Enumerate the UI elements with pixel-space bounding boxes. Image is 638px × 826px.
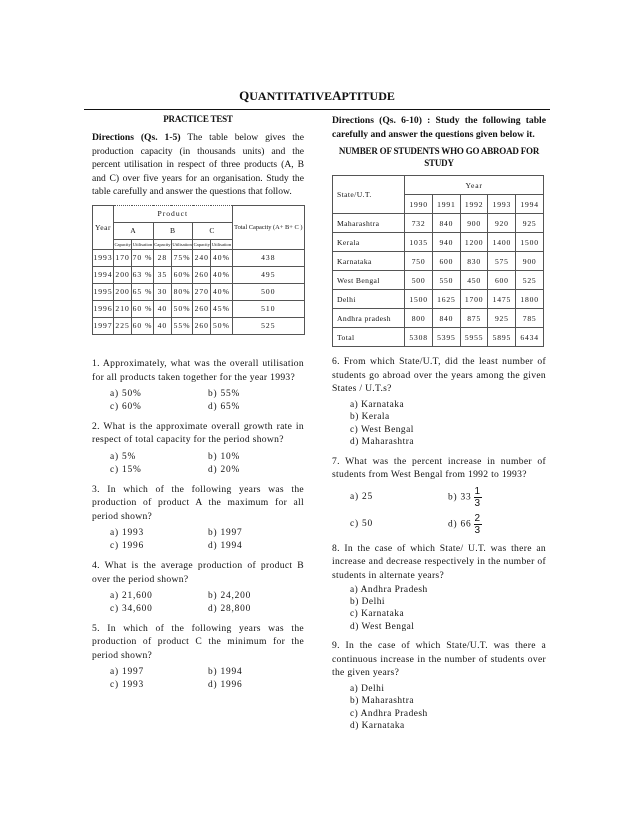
- option[interactable]: c) 1996: [110, 541, 144, 552]
- option[interactable]: c) Andhra Pradesh: [350, 708, 428, 719]
- product-header: Product: [114, 205, 233, 222]
- option[interactable]: d) 28,800: [208, 603, 252, 614]
- table-cell: 840: [432, 214, 460, 233]
- table-cell: 270: [193, 283, 211, 300]
- year-cell: 1991: [432, 195, 460, 214]
- table-cell: 1700: [460, 290, 488, 309]
- table-cell: 40%: [211, 249, 232, 266]
- table-cell: 80%: [171, 283, 192, 300]
- year-header: Year: [93, 205, 114, 249]
- table-cell: 500: [405, 271, 433, 290]
- table-cell: 75%: [171, 249, 192, 266]
- table-cell: 1200: [460, 233, 488, 252]
- question-9: [332, 639, 546, 732]
- table-cell: 28: [153, 249, 171, 266]
- table-cell: 35: [153, 266, 171, 283]
- directions-text: Study the following table carefully and answer the questions given below it.: [332, 115, 546, 140]
- table-cell: 750: [405, 252, 433, 271]
- option[interactable]: b) 24,200: [208, 591, 252, 602]
- option[interactable]: a) Andhra Pradesh: [350, 584, 428, 595]
- table-cell: 70 %: [132, 249, 154, 266]
- options: [110, 451, 304, 477]
- question-4: [92, 559, 304, 616]
- directions-6-10: [332, 114, 546, 141]
- question-1: [92, 357, 304, 414]
- option-whole: d) 66: [448, 519, 472, 530]
- question-text: 4. What is the average production of product B over the period shown?: [92, 559, 304, 585]
- options: [110, 590, 304, 616]
- table-row: [333, 328, 544, 347]
- product-a-header: A: [114, 222, 154, 239]
- numerator: 2: [474, 512, 481, 524]
- table-cell: 900: [516, 252, 544, 271]
- numerator: 1: [474, 485, 481, 497]
- page-title: [84, 88, 550, 104]
- option[interactable]: d) 65%: [208, 401, 241, 412]
- table-cell: 60%: [171, 266, 192, 283]
- option[interactable]: b) 1997: [208, 528, 243, 539]
- option[interactable]: c) 34,600: [110, 603, 153, 614]
- page-header: [84, 86, 550, 110]
- year-cell: 1992: [460, 195, 488, 214]
- table-cell: 840: [432, 309, 460, 328]
- question-3: [92, 483, 304, 553]
- table-cell: 925: [488, 309, 516, 328]
- table-cell: 900: [460, 214, 488, 233]
- question-text: 5. In which of the following years was the production of product C the minimum for the period shown?: [92, 622, 304, 661]
- table-cell: 785: [516, 309, 544, 328]
- table-cell: 55%: [171, 317, 192, 334]
- table-row: [93, 266, 305, 283]
- question-text: 1. Approximately, what was the overall utilisation for all products taken together for the year 1993?: [92, 357, 304, 383]
- table-cell: 1994: [93, 266, 114, 283]
- directions-label: Directions (Qs. 6-10) :: [332, 115, 431, 126]
- table-cell: 240: [193, 249, 211, 266]
- option[interactable]: a) 1993: [110, 528, 144, 539]
- option[interactable]: a) 21,600: [110, 591, 153, 602]
- question-2: [92, 420, 304, 477]
- table-row: [93, 317, 305, 334]
- table-cell: 732: [405, 214, 433, 233]
- year-header: Year: [405, 176, 544, 195]
- options: [350, 683, 546, 733]
- question-6: [332, 355, 546, 448]
- sub-header: Utilisation: [211, 239, 232, 249]
- option[interactable]: d) 1996: [208, 680, 243, 691]
- option[interactable]: b) Kerala: [350, 412, 390, 423]
- table-cell: 65 %: [132, 283, 154, 300]
- directions-1-5: [92, 131, 304, 199]
- question-7: [332, 455, 546, 536]
- option[interactable]: d) Maharashtra: [350, 437, 415, 448]
- option[interactable]: d) Karnataka: [350, 721, 405, 732]
- option-whole: b) 33: [448, 492, 472, 503]
- option[interactable]: c) 50: [350, 519, 374, 530]
- table-row: [333, 271, 544, 290]
- fraction: [474, 513, 482, 536]
- sub-header: Utilisation: [171, 239, 192, 249]
- state-cell: West Bengal: [333, 271, 405, 290]
- table-cell: 63 %: [132, 266, 154, 283]
- option[interactable]: [448, 486, 558, 509]
- title-initial-a: A: [332, 88, 342, 103]
- table-cell: 920: [488, 214, 516, 233]
- product-b-header: B: [153, 222, 192, 239]
- table-cell: 260: [193, 317, 211, 334]
- options: [110, 527, 304, 553]
- table-cell: 1035: [405, 233, 433, 252]
- table-cell: 525: [232, 317, 304, 334]
- table-cell: 1997: [93, 317, 114, 334]
- table-cell: 875: [460, 309, 488, 328]
- option[interactable]: b) 55%: [208, 389, 241, 400]
- state-cell: Kerala: [333, 233, 405, 252]
- table-cell: 5955: [460, 328, 488, 347]
- option[interactable]: b) 10%: [208, 451, 241, 462]
- table-cell: 1500: [405, 290, 433, 309]
- option[interactable]: b) 1994: [208, 667, 243, 678]
- state-cell: Delhi: [333, 290, 405, 309]
- table-cell: 40%: [211, 266, 232, 283]
- table-cell: 495: [232, 266, 304, 283]
- sub-header: Utilisation: [132, 239, 154, 249]
- directions-label: Directions (Qs. 1-5): [92, 132, 181, 143]
- table-row: [333, 290, 544, 309]
- table-row: [93, 283, 305, 300]
- table-cell: 1500: [516, 233, 544, 252]
- table-cell: 225: [114, 317, 132, 334]
- table-cell: 5395: [432, 328, 460, 347]
- question-text: 2. What is the approximate overall growth rate in respect of total capacity for the period shown?: [92, 420, 304, 446]
- option[interactable]: b) Delhi: [350, 596, 385, 607]
- table-cell: 940: [432, 233, 460, 252]
- table-cell: 600: [432, 252, 460, 271]
- options: [350, 486, 546, 509]
- table-cell: 1995: [93, 283, 114, 300]
- table-cell: 210: [114, 300, 132, 317]
- table-cell: 1400: [488, 233, 516, 252]
- year-cell: 1993: [488, 195, 516, 214]
- denominator: 3: [474, 497, 481, 509]
- table-row: [93, 300, 305, 317]
- option[interactable]: c) Karnataka: [350, 609, 405, 620]
- title-initial-q: Q: [239, 88, 250, 103]
- table-row: [333, 214, 544, 233]
- option[interactable]: b) Maharashtra: [350, 696, 415, 707]
- option[interactable]: c) West Bengal: [350, 424, 414, 435]
- option[interactable]: a) 5%: [110, 451, 137, 462]
- option[interactable]: c) 1993: [110, 680, 144, 691]
- option[interactable]: a) 25: [350, 492, 374, 503]
- option[interactable]: d) 20%: [208, 464, 241, 475]
- state-cell: Karnataka: [333, 252, 405, 271]
- table-cell: 600: [488, 271, 516, 290]
- table-cell: 550: [432, 271, 460, 290]
- question-text: 3. In which of the following years was the production of product A the maximum for all period shown?: [92, 483, 304, 522]
- product-c-header: C: [193, 222, 232, 239]
- table-cell: 450: [460, 271, 488, 290]
- table-cell: 6434: [516, 328, 544, 347]
- question-text: 9. In the case of which State/U.T. was there a continuous increase in the number of students over the given years?: [332, 640, 546, 679]
- sub-header: Capacity: [153, 239, 171, 249]
- table-cell: 45%: [211, 300, 232, 317]
- right-column: [332, 110, 546, 739]
- year-cell: 1994: [516, 195, 544, 214]
- title-part-2: PTITUDE: [341, 89, 395, 103]
- table-cell: 1800: [516, 290, 544, 309]
- option[interactable]: a) 1997: [110, 667, 144, 678]
- directions-text: The table below gives the production capacity (in thousands units) and the percent utilisation in respect of three products (A, B and C) over five years for an organisation. Study the table carefully and answer the questions that follow.: [92, 132, 304, 198]
- table-row: [93, 249, 305, 266]
- table-cell: 575: [488, 252, 516, 271]
- table-cell: 500: [232, 283, 304, 300]
- option[interactable]: d) 1994: [208, 541, 243, 552]
- option[interactable]: a) Karnataka: [350, 399, 405, 410]
- table-cell: 1475: [488, 290, 516, 309]
- option[interactable]: d) West Bengal: [350, 621, 415, 632]
- option[interactable]: c) 60%: [110, 401, 142, 412]
- table-cell: 5895: [488, 328, 516, 347]
- table-cell: 40%: [211, 283, 232, 300]
- question-5: [92, 622, 304, 692]
- options: [110, 388, 304, 414]
- table-cell: 260: [193, 266, 211, 283]
- question-text: 7. What was the percent increase in number of students from West Bengal from 1992 to 1993?: [332, 455, 546, 481]
- table-cell: 40: [153, 300, 171, 317]
- total-capacity-header: Total Capacity (A+ B+ C ): [232, 205, 304, 249]
- table-cell: 60 %: [132, 300, 154, 317]
- sub-header: Capacity: [114, 239, 132, 249]
- table-cell: 40: [153, 317, 171, 334]
- left-column: [92, 110, 304, 698]
- table-cell: 925: [516, 214, 544, 233]
- table-cell: 60 %: [132, 317, 154, 334]
- table-cell: 1996: [93, 300, 114, 317]
- table-cell: 260: [193, 300, 211, 317]
- fraction: [474, 486, 482, 509]
- table-cell: 170: [114, 249, 132, 266]
- state-cell: Total: [333, 328, 405, 347]
- options: [110, 666, 304, 692]
- option[interactable]: c) 15%: [110, 464, 142, 475]
- table-row: [333, 233, 544, 252]
- table-cell: 510: [232, 300, 304, 317]
- table-cell: 50%: [211, 317, 232, 334]
- table-cell: 200: [114, 266, 132, 283]
- question-text: 8. In the case of which State/ U.T. was there an increase and decrease respectively in the number of students in alternate years?: [332, 542, 546, 581]
- practice-test-title: PRACTICE TEST: [163, 114, 233, 124]
- title-part-1: UANTITATIVE: [249, 89, 333, 103]
- table-cell: 800: [405, 309, 433, 328]
- table-cell: 525: [516, 271, 544, 290]
- table-row: [333, 309, 544, 328]
- table-cell: 438: [232, 249, 304, 266]
- option[interactable]: [448, 513, 558, 536]
- sub-header: Capacity: [193, 239, 211, 249]
- table-cell: 5308: [405, 328, 433, 347]
- students-table: [332, 175, 544, 347]
- state-cell: Maharashtra: [333, 214, 405, 233]
- year-cell: 1990: [405, 195, 433, 214]
- options: [350, 399, 546, 449]
- table-cell: 830: [460, 252, 488, 271]
- options: [350, 584, 546, 634]
- state-cell: Andhra pradesh: [333, 309, 405, 328]
- table-cell: 200: [114, 283, 132, 300]
- denominator: 3: [474, 524, 481, 536]
- table-heading: NUMBER OF STUDENTS WHO GO ABROAD FOR STUDY: [338, 146, 540, 169]
- question-text: 6. From which State/U.T, did the least number of students go abroad over the years among the given States / U.T.s?: [332, 356, 546, 395]
- options: [350, 513, 546, 536]
- question-8: [332, 542, 546, 633]
- table-cell: 1993: [93, 249, 114, 266]
- table-cell: 50%: [171, 300, 192, 317]
- table-cell: 30: [153, 283, 171, 300]
- state-header: State/U.T.: [333, 176, 405, 214]
- option[interactable]: a) 50%: [110, 389, 142, 400]
- production-table: [92, 205, 305, 335]
- option[interactable]: a) Delhi: [350, 683, 385, 694]
- table-row: [333, 252, 544, 271]
- table-cell: 1625: [432, 290, 460, 309]
